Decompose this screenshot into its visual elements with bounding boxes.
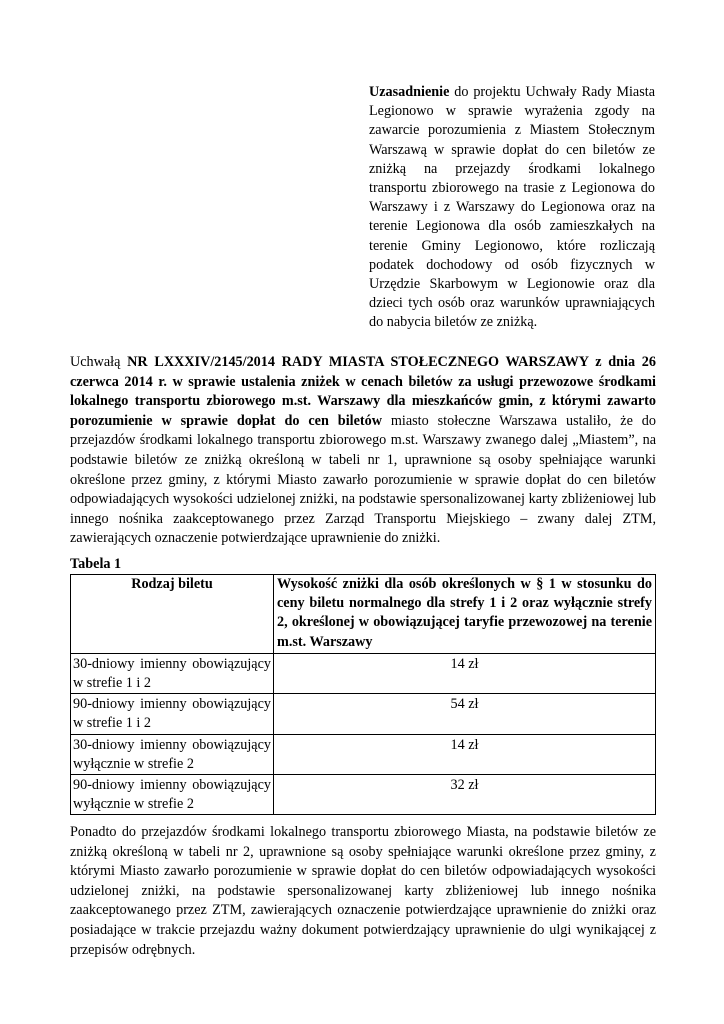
intro-paragraph <box>70 353 656 549</box>
ticket-type-cell: 30-dniowy imienny obowiązujący w strefie 1 i 2 <box>71 653 274 693</box>
discount-cell: 14 zł <box>274 734 656 774</box>
table-row <box>71 694 656 734</box>
discount-cell: 54 zł <box>274 694 656 734</box>
discount-cell: 14 zł <box>274 653 656 693</box>
table-row <box>71 734 656 774</box>
justification-lead: Uzasadnienie <box>369 84 450 100</box>
header-discount-amount: Wysokość zniżki dla osób określonych w § 1 w stosunku do ceny biletu normalnego dla strefy 1 i 2 oraz wyłącznie strefy 2, określonej w obowiązującej taryfie przewozowej na terenie m.st. Warszawy <box>274 575 656 654</box>
table-header-row <box>71 575 656 654</box>
closing-paragraph: Ponadto do przejazdów środkami lokalnego transportu zbiorowego Miasta, na podstawie biletów ze zniżką określoną w tabeli nr 2, uprawnione są osoby spełniające warunki określone przez gminy, z którymi Miasto zawarło porozumienie w sprawie dopłat do cen biletów odpowiadających wysokości udzielonej zniżki, na podstawie spersonalizowanej karty zbliżeniowej lub innego nośnika zaakceptowanego przez ZTM, zawierających oznaczenie potwierdzające uprawnienie do zniżki oraz posiadające w trakcie przejazdu ważny dokument potwierdzający uprawnienie do ulgi wynikającej z przepisów odrębnych. <box>70 824 656 958</box>
ticket-type-cell: 30-dniowy imienny obowiązujący wyłącznie w strefie 2 <box>71 734 274 774</box>
header-ticket-type: Rodzaj biletu <box>71 575 274 654</box>
ticket-type-cell: 90-dniowy imienny obowiązujący w strefie 1 i 2 <box>71 694 274 734</box>
table-row <box>71 653 656 693</box>
table-label: Tabela 1 <box>70 556 122 572</box>
intro-body: miasto stołeczne Warszawa ustaliło, że do przejazdów środkami lokalnego transportu zbiorowego m.st. Warszawy zwanego dalej „Miastem”, na podstawie biletów ze zniżką określoną w tabeli nr 1, uprawnione są osoby spełniające warunki określone przez gminy, z którymi Miasto zawarło porozumienie w sprawie dopłat do cen biletów odpowiadających wysokości udzielonej zniżki, na podstawie spersonalizowanej karty zbliżeniowej lub innego nośnika zaakceptowanego przez Zarząd Transportu Miejskiego – zwany dalej ZTM, zawierających oznaczenie potwierdzające uprawnienie do zniżki. <box>70 412 656 547</box>
discount-cell: 32 zł <box>274 775 656 815</box>
resolution-title: NR LXXXIV/2145/2014 RADY MIASTA STOŁECZNEGO WARSZAWY z dnia 26 czerwca 2014 r. w sprawie ustalenia zniżek w cenach biletów za usługi przewozowe środkami lokalnego transportu zbiorowego m.st. Warszawy dla mieszkańców gmin, z którymi zawarto porozumienie w sprawie dopłat do cen biletów <box>70 354 656 429</box>
ticket-type-cell: 90-dniowy imienny obowiązujący wyłącznie w strefie 2 <box>71 775 274 815</box>
intro-prefix: Uchwałą <box>70 354 128 370</box>
discount-table <box>70 574 656 815</box>
justification-heading <box>369 83 655 333</box>
justification-text: do projektu Uchwały Rady Miasta Legionowo w sprawie wyrażenia zgody na zawarcie porozumienia z Miastem Stołecznym Warszawą w sprawie dopłat do cen biletów ze zniżką na przejazdy środkami lokalnego transportu zbiorowego na trasie z Legionowa do Warszawy i z Warszawy do Legionowa oraz na terenie Legionowa dla osób zamieszkałych na terenie Gminy Legionowo, które rozliczają podatek dochodowy od osób fizycznych w Urzędzie Skarbowym w Legionowie oraz dla dzieci tych osób oraz warunków uprawniających do nabycia biletów ze zniżką. <box>369 84 655 331</box>
table-row <box>71 775 656 815</box>
